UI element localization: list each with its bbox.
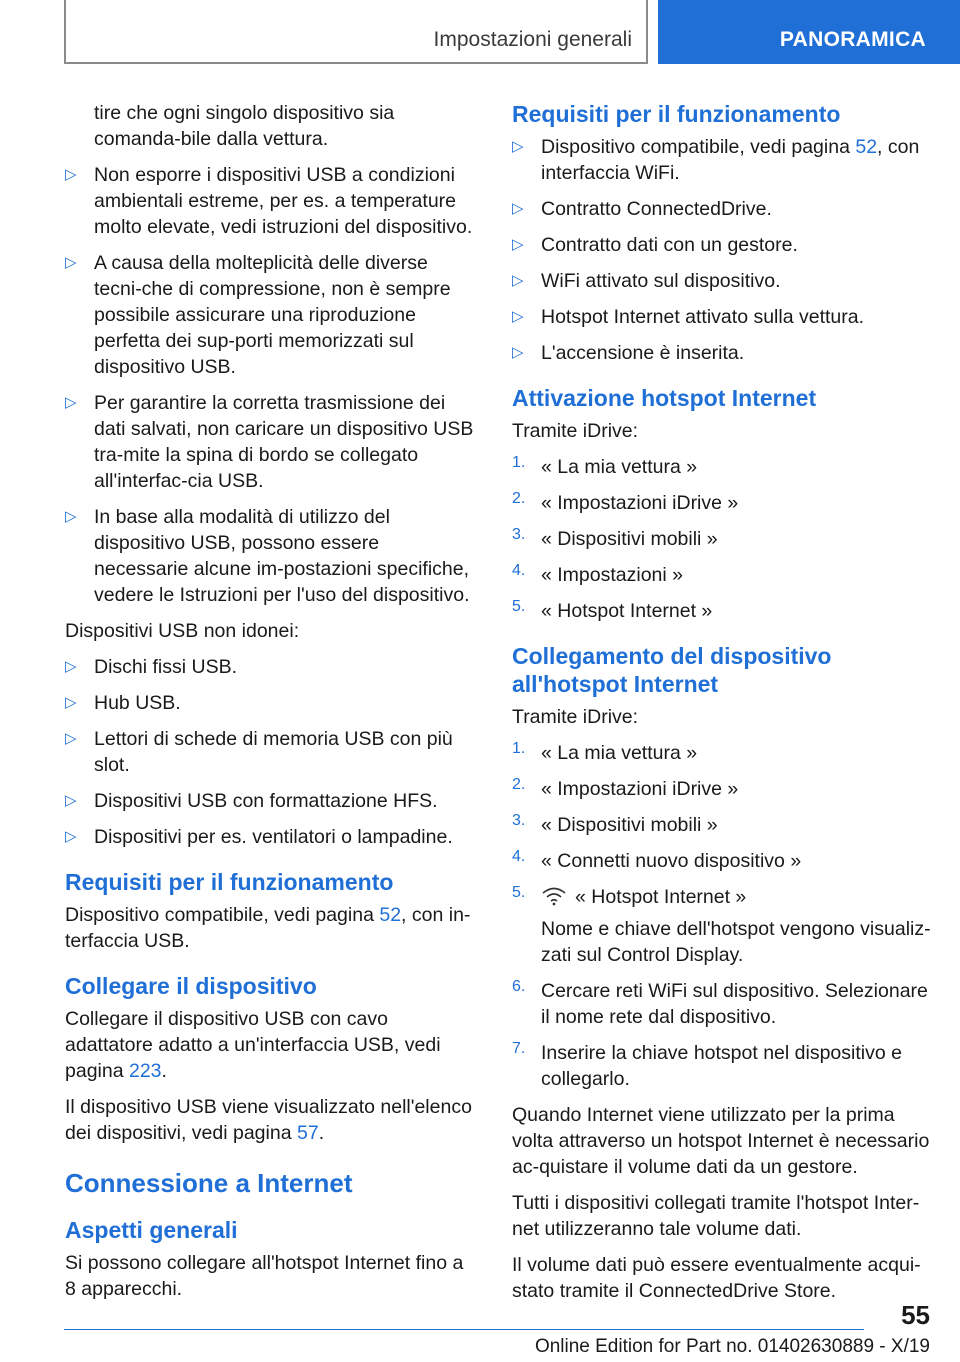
step-item: 3. « Dispositivi mobili » <box>512 526 718 550</box>
step-number: 3. <box>512 526 526 543</box>
list-item: ▷ A causa della molteplicità delle diverse tecni-che di compressione, non è sempre possibile assicurare una riproduzione perfetta dei sup-porti memorizzati sul dispositivo USB. <box>65 252 451 378</box>
bullet-triangle-icon: ▷ <box>512 308 524 325</box>
step-item: 3. « Dispositivi mobili » <box>512 812 718 836</box>
step-item: 6. Cercare reti WiFi sul dispositivo. Selezionare il nome rete dal dispositivo. <box>512 978 928 1028</box>
list-item: ▷ WiFi attivato sul dispositivo. <box>512 270 781 292</box>
step-item: 2. « Impostazioni iDrive » <box>512 490 739 514</box>
list-item: ▷ Hub USB. <box>65 692 181 714</box>
unsuitable-devices-list <box>65 654 477 850</box>
step-item: 1. « La mia vettura » <box>512 454 698 478</box>
list-item: ▷ Per garantire la corretta trasmissione dei dati salvati, non caricare un dispositivo USB tra-mite la spina di bordo se collegato all'interfac-cia USB. <box>65 392 474 492</box>
store-purchase-text: Il volume dati può essere eventualmente acqui-stato tramite il ConnectedDrive Store. <box>512 1254 921 1302</box>
activation-steps <box>512 454 932 624</box>
bullet-triangle-icon: ▷ <box>65 658 77 675</box>
heading-usb-requirements: Requisiti per il funzionamento <box>65 869 394 895</box>
list-item: ▷ Dischi fissi USB. <box>65 656 238 678</box>
bullet-triangle-icon: ▷ <box>65 694 77 711</box>
bullet-triangle-icon: ▷ <box>512 236 524 253</box>
step-number: 1. <box>512 454 526 471</box>
header-chapter-label: PANORAMICA <box>779 28 926 51</box>
page-link-223[interactable]: 223 <box>128 1060 162 1082</box>
step-number: 4. <box>512 562 526 579</box>
wifi-icon <box>541 886 567 906</box>
shared-volume-text: Tutti i dispositivi collegati tramite l'hotspot Inter-net utilizzeranno tale volume dati. <box>512 1192 920 1240</box>
step-number: 5. <box>512 598 526 615</box>
usb-notes-list <box>65 162 477 608</box>
connection-steps <box>512 740 932 1092</box>
footer-divider <box>64 1329 864 1330</box>
list-item: ▷ Hotspot Internet attivato sulla vettura. <box>512 306 865 328</box>
step-item: 5. « Hotspot Internet » Nome e chiave dell'hotspot vengono visualiz-zati sul Control Display. <box>512 884 931 966</box>
step-item: 4. « Impostazioni » <box>512 562 683 586</box>
bullet-triangle-icon: ▷ <box>512 200 524 217</box>
bullet-triangle-icon: ▷ <box>512 272 524 289</box>
header-chapter-tab[interactable] <box>658 0 960 64</box>
connect-device-text: Collegare il dispositivo USB con cavo adattatore adatto a un'interfaccia USB, vedi pagina 223. <box>65 1008 441 1082</box>
bullet-triangle-icon: ▷ <box>512 138 524 155</box>
bullet-triangle-icon: ▷ <box>65 792 77 809</box>
header-section-title: Impostazioni generali <box>433 28 632 51</box>
left-column <box>65 100 477 1312</box>
list-item: ▷ Dispositivo compatibile, vedi pagina 52, con interfaccia WiFi. <box>512 136 920 184</box>
bullet-triangle-icon: ▷ <box>65 508 77 525</box>
hotspot-requirements-list <box>512 134 932 366</box>
heading-hotspot-requirements: Requisiti per il funzionamento <box>512 101 841 127</box>
list-item: ▷ Contratto ConnectedDrive. <box>512 198 772 220</box>
via-idrive-label: Tramite iDrive: <box>512 420 639 442</box>
step-number: 7. <box>512 1040 526 1057</box>
heading-connect-device: Collegare il dispositivo <box>65 973 317 999</box>
bullet-triangle-icon: ▷ <box>65 254 77 271</box>
footer-edition: Online Edition for Part no. 01402630889 - X/19 <box>534 1336 930 1357</box>
unsuitable-devices-intro: Dispositivi USB non idonei: <box>65 620 300 642</box>
list-item: ▷ Contratto dati con un gestore. <box>512 234 798 256</box>
heading-internet-connection: Connessione a Internet <box>65 1168 353 1198</box>
step-note: Nome e chiave dell'hotspot vengono visualiz-zati sul Control Display. <box>541 918 931 966</box>
bullet-triangle-icon: ▷ <box>512 344 524 361</box>
bullet-triangle-icon: ▷ <box>65 828 77 845</box>
device-list-text: Il dispositivo USB viene visualizzato nell'elenco dei dispositivi, vedi pagina 57. <box>65 1096 472 1144</box>
step-item: 7. Inserire la chiave hotspot nel dispositivo e collegarlo. <box>512 1040 902 1090</box>
bullet-triangle-icon: ▷ <box>65 394 77 411</box>
step-item: 2. « Impostazioni iDrive » <box>512 776 739 800</box>
general-aspects-text: Si possono collegare all'hotspot Internet fino a 8 apparecchi. <box>65 1252 464 1300</box>
heading-hotspot-activation: Attivazione hotspot Internet <box>512 385 817 411</box>
page-link-52[interactable]: 52 <box>855 136 878 158</box>
list-item: ▷ In base alla modalità di utilizzo del dispositivo USB, possono essere necessarie alcune im-postazioni specifiche, vedere le Istruzioni per l'uso del dispositivo. <box>65 506 470 606</box>
header-section-box <box>64 0 648 64</box>
page-link-57[interactable]: 57 <box>296 1122 319 1144</box>
step-number: 1. <box>512 740 526 757</box>
step-item: 1. « La mia vettura » <box>512 740 698 764</box>
page-number: 55 <box>901 1300 930 1330</box>
list-item: ▷ Lettori di schede di memoria USB con più slot. <box>65 728 453 776</box>
list-item: ▷ Dispositivi per es. ventilatori o lampadine. <box>65 826 453 848</box>
step-number: 5. <box>512 884 526 901</box>
step-item: 5. « Hotspot Internet » <box>512 598 713 622</box>
right-column <box>512 100 932 1314</box>
page-link-52[interactable]: 52 <box>379 904 402 926</box>
list-item: ▷ L'accensione è inserita. <box>512 342 745 364</box>
heading-general-aspects: Aspetti generali <box>65 1217 238 1243</box>
list-item: ▷ Dispositivi USB con formattazione HFS. <box>65 790 438 812</box>
list-item: ▷ Non esporre i dispositivi USB a condizioni ambientali estreme, per es. a temperature molto elevate, vedi istruzioni del dispositivo. <box>65 164 473 238</box>
bullet-triangle-icon: ▷ <box>65 166 77 183</box>
step-number: 4. <box>512 848 526 865</box>
bullet-triangle-icon: ▷ <box>65 730 77 747</box>
via-idrive-label: Tramite iDrive: <box>512 706 639 728</box>
heading-connect-to-hotspot: Collegamento del dispositivo all'hotspot Internet <box>512 643 832 697</box>
step-number: 2. <box>512 490 526 507</box>
continued-bullet-text: tire che ogni singolo dispositivo sia comanda-bile dalla vettura. <box>94 102 395 150</box>
step-item: 4. « Connetti nuovo dispositivo » <box>512 848 802 872</box>
data-volume-text: Quando Internet viene utilizzato per la prima volta attraverso un hotspot Internet è necessario ac-quistare il volume dati da un gestore. <box>512 1104 930 1178</box>
step-number: 6. <box>512 978 526 995</box>
step-number: 3. <box>512 812 526 829</box>
usb-requirements-text: Dispositivo compatibile, vedi pagina 52, con in-terfaccia USB. <box>65 904 471 952</box>
step-number: 2. <box>512 776 526 793</box>
